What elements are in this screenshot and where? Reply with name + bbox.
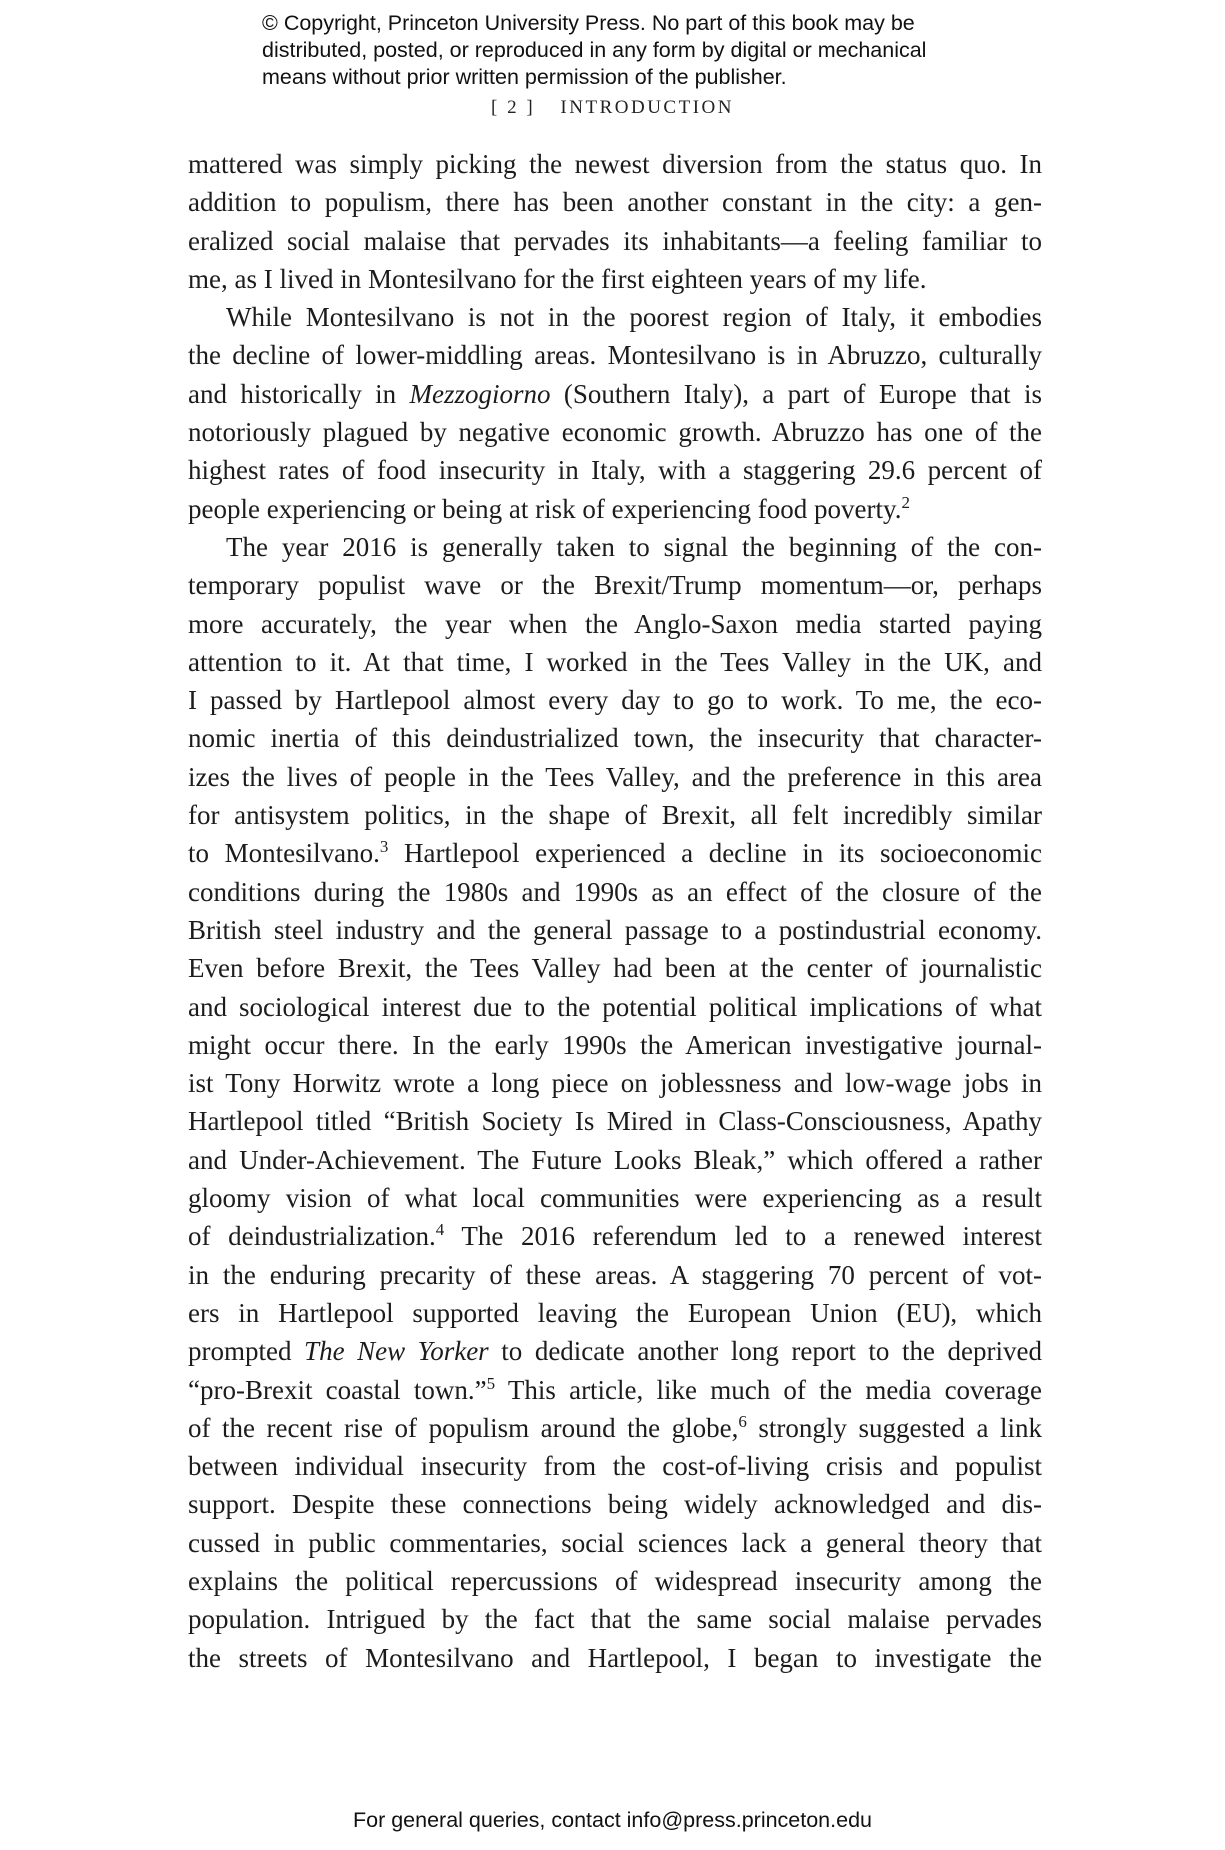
text-line: for antisystem politics, in the shape of Brexit, all felt incredibly similar	[188, 800, 1042, 831]
section-title: INTRODUCTION	[560, 97, 734, 118]
text-line: attention to it. At that time, I worked in the Tees Valley in the UK, and	[188, 646, 1042, 677]
text-line: population. Intrigued by the fact that the same social malaise pervades	[188, 1604, 1042, 1635]
text-run: of the recent rise of populism around the globe,	[188, 1412, 739, 1443]
text-run: This article, like much of the media coverage	[495, 1374, 1042, 1405]
text-line: Hartlepool titled “British Society Is Mired in Class-Consciousness, Apathy	[188, 1106, 1042, 1137]
text-run: Hartlepool experienced a decline in its socioeconomic	[388, 838, 1042, 869]
footnote-marker: 4	[435, 1220, 445, 1240]
text-run: The 2016 referendum led to a renewed interest	[444, 1221, 1042, 1252]
text-line	[188, 1371, 1042, 1409]
text-line: notoriously plagued by negative economic growth. Abruzzo has one of the	[188, 417, 1042, 448]
text-run: of deindustrialization.	[188, 1221, 436, 1252]
text-line: conditions during the 1980s and 1990s as an effect of the closure of the	[188, 876, 1042, 907]
text-run: (Southern Italy), a part of Europe that is	[550, 378, 1042, 409]
text-line: and Under-Achievement. The Future Looks Bleak,” which offered a rather	[188, 1144, 1042, 1175]
text-line: gloomy vision of what local communities were experiencing as a result	[188, 1183, 1042, 1214]
italic-term: The New Yorker	[304, 1336, 489, 1367]
text-line: While Montesilvano is not in the poorest region of Italy, it embodies	[226, 302, 1042, 333]
text-run: people experiencing or being at risk of experiencing food poverty.	[188, 493, 902, 524]
text-line: addition to populism, there has been another constant in the city: a gen-	[188, 187, 1042, 218]
text-line	[188, 1409, 1042, 1447]
text-run: and historically in	[188, 378, 410, 409]
text-line: nomic inertia of this deindustrialized town, the insecurity that character-	[188, 723, 1042, 754]
text-line: Even before Brexit, the Tees Valley had been at the center of journalistic	[188, 953, 1042, 984]
text-run: “pro-Brexit coastal town.”	[188, 1374, 487, 1405]
footnote-marker: 5	[486, 1373, 496, 1393]
text-line: mattered was simply picking the newest diversion from the status quo. In	[188, 149, 1042, 179]
text-line: ist Tony Horwitz wrote a long piece on joblessness and low-wage jobs in	[188, 1068, 1042, 1099]
text-run: strongly suggested a link	[746, 1412, 1042, 1443]
text-line: me, as I lived in Montesilvano for the first eighteen years of my life.	[188, 263, 927, 294]
running-head	[0, 97, 1225, 119]
footnote-marker: 3	[379, 837, 389, 857]
copyright-line: © Copyright, Princeton University Press. No part of this book may be	[262, 11, 915, 35]
italic-term: Mezzogiorno	[409, 378, 551, 409]
copyright-line: means without prior written permission of the publisher.	[262, 65, 787, 89]
text-line: the streets of Montesilvano and Hartlepool, I began to investigate the	[188, 1642, 1042, 1673]
text-line	[188, 834, 1042, 872]
text-line: highest rates of food insecurity in Italy, with a staggering 29.6 percent of	[188, 455, 1042, 486]
text-line: might occur there. In the early 1990s the American investigative journal-	[188, 1029, 1042, 1060]
text-line: support. Despite these connections being widely acknowledged and dis-	[188, 1489, 1042, 1520]
text-line: temporary populist wave or the Brexit/Trump momentum—or, perhaps	[188, 570, 1042, 601]
copyright-line: distributed, posted, or reproduced in any form by digital or mechanical	[262, 38, 927, 62]
footnote-marker: 6	[738, 1411, 747, 1431]
body-text	[188, 145, 1042, 1677]
text-run: to dedicate another long report to the deprived	[488, 1336, 1042, 1367]
text-line: explains the political repercussions of widespread insecurity among the	[188, 1565, 1042, 1596]
footer-contact: For general queries, contact info@press.princeton.edu	[352, 1808, 872, 1832]
text-run: prompted	[188, 1336, 305, 1367]
text-line: the decline of lower-middling areas. Montesilvano is in Abruzzo, culturally	[188, 340, 1042, 371]
text-line	[188, 490, 1042, 528]
text-line	[188, 375, 1042, 413]
text-line: eralized social malaise that pervades its inhabitants—a feeling familiar to	[188, 225, 1042, 256]
text-line	[188, 1332, 1042, 1370]
copyright-notice	[262, 10, 982, 91]
text-line: I passed by Hartlepool almost every day to go to work. To me, the eco-	[188, 685, 1042, 716]
text-line: and sociological interest due to the potential political implications of what	[188, 991, 1042, 1022]
text-line: more accurately, the year when the Anglo-Saxon media started paying	[188, 608, 1042, 639]
text-line: ers in Hartlepool supported leaving the European Union (EU), which	[188, 1297, 1042, 1328]
text-line: in the enduring precarity of these areas. A staggering 70 percent of vot-	[188, 1259, 1042, 1290]
page-number: [ 2 ]	[491, 97, 536, 118]
text-line: cussed in public commentaries, social sciences lack a general theory that	[188, 1527, 1042, 1558]
footnote-marker: 2	[901, 492, 910, 512]
text-run: to Montesilvano.	[188, 838, 380, 869]
text-line	[188, 1217, 1042, 1255]
text-line: British steel industry and the general passage to a postindustrial economy.	[188, 914, 1042, 945]
text-line: izes the lives of people in the Tees Valley, and the preference in this area	[188, 761, 1042, 792]
text-line: between individual insecurity from the cost-of-living crisis and populist	[188, 1451, 1042, 1482]
text-line: The year 2016 is generally taken to signal the beginning of the con-	[226, 531, 1042, 562]
